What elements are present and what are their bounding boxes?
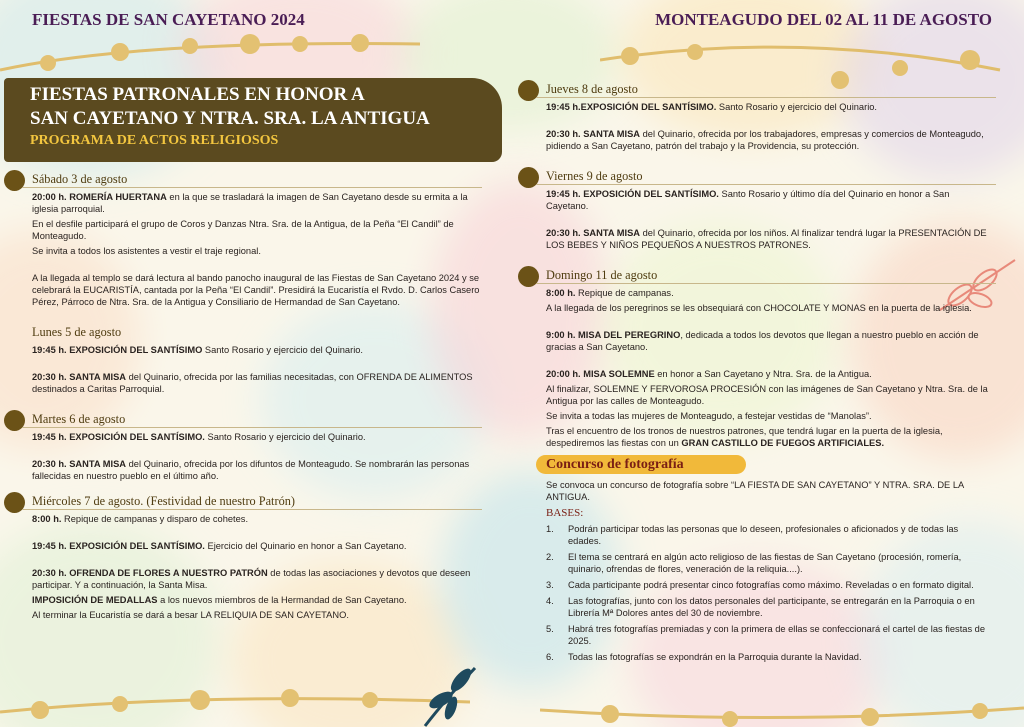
bases-item xyxy=(546,579,991,591)
banner-line-2: SAN CAYETANO Y NTRA. SRA. LA ANTIGUA xyxy=(30,108,430,129)
event-text xyxy=(546,329,991,353)
event-text xyxy=(32,513,480,525)
event-desc: , dedicada a todos los devotos que llegan a nuestro pueblo en acción de gracias a San Cayetano. xyxy=(546,330,979,352)
event-text xyxy=(32,431,480,443)
event-highlight: IMPOSICIÓN DE MEDALLAS xyxy=(32,595,158,605)
event-time: 19:45 h. EXPOSICIÓN DEL SANTÍSIMO xyxy=(32,345,203,355)
bases-item-text: Habrá tres fotografías premiadas y con la primera de ellas se confeccionará el cartel de las fiestas de 2025. xyxy=(568,624,986,646)
bases-item-text: El tema se centrará en algún acto religioso de las fiestas de San Cayetano (procesión, romería, quinario, ofrendas de flores, veneración de la reliquia....). xyxy=(568,552,962,574)
bases-item xyxy=(546,595,991,619)
day-title: Martes 6 de agosto xyxy=(32,412,126,426)
day-heading-jueves xyxy=(546,80,991,98)
day-title: Jueves 8 de agosto xyxy=(546,82,638,96)
day-heading-lunes xyxy=(32,323,480,341)
banner-subtitle: PROGRAMA DE ACTOS RELIGIOSOS xyxy=(30,133,279,148)
bases-item-text: Las fotografías, junto con los datos personales del participante, se entregarán en la Parroquia o en Librería Mª Dolores antes del 30 de noviembre. xyxy=(568,596,975,618)
event-desc: a los nuevos miembros de la Hermandad de San Cayetano. xyxy=(157,595,407,605)
bases-item-number: 4. xyxy=(546,596,554,606)
day-title: Viernes 9 de agosto xyxy=(546,169,643,183)
bases-item-number: 3. xyxy=(546,580,554,590)
event-text xyxy=(32,344,480,356)
event-time: 9:00 h. MISA DEL PEREGRINO xyxy=(546,330,681,340)
event-text: En el desfile participará el grupo de Coros y Danzas Ntra. Sra. de la Antigua, de la Peña “El Candil” de Monteagudo. xyxy=(32,219,454,241)
event-desc: de todas las asociaciones y devotos que deseen participar. Y a continuación, la Santa Misa. xyxy=(32,568,471,590)
event-time: 20:30 h. SANTA MISA xyxy=(546,129,641,139)
event-time: 20:00 h. MISA SOLEMNE xyxy=(546,369,655,379)
event-text: Al terminar la Eucaristía se dará a besar LA RELIQUIA DE SAN CAYETANO. xyxy=(32,610,349,620)
day-heading-miercoles xyxy=(32,492,480,510)
header-right-title: MONTEAGUDO DEL 02 AL 11 DE AGOSTO xyxy=(655,10,992,29)
event-text xyxy=(546,101,991,113)
event-text xyxy=(546,425,991,449)
event-desc: Repique de campanas. xyxy=(575,288,674,298)
bases-item-text: Podrán participar todas las personas que lo deseen, profesionales o aficionados y de todas las edades. xyxy=(568,524,959,546)
event-text xyxy=(32,371,480,395)
event-desc: Santo Rosario y ejercicio del Quinario. xyxy=(716,102,878,112)
day-heading-domingo xyxy=(546,266,991,284)
photo-contest-title: Concurso de fotografía xyxy=(546,457,684,472)
bases-list xyxy=(546,523,991,663)
event-time: 20:30 h. OFRENDA DE FLORES A NUESTRO PATRÓN xyxy=(32,568,268,578)
event-desc: Santo Rosario y ejercicio del Quinario. xyxy=(204,432,366,442)
bases-item xyxy=(546,523,991,547)
day-title: Sábado 3 de agosto xyxy=(32,172,128,186)
bases-item-text: Todas las fotografías se expondrán en la Parroquia durante la Navidad. xyxy=(568,652,862,662)
day-title: Lunes 5 de agosto xyxy=(32,325,122,339)
event-text xyxy=(546,128,991,152)
event-text: Se invita a todos los asistentes a vestir el traje regional. xyxy=(32,246,261,256)
day-heading-viernes xyxy=(546,167,991,185)
event-text xyxy=(32,594,480,606)
event-text xyxy=(546,227,991,251)
event-text xyxy=(32,191,480,215)
day-heading-martes xyxy=(32,410,480,428)
contest-intro: Se convoca un concurso de fotografía sobre “LA FIESTA DE SAN CAYETANO” Y NTRA. SRA. DE LA ANTIGUA. xyxy=(546,480,964,502)
banner-line-1: FIESTAS PATRONALES EN HONOR A xyxy=(30,84,365,105)
event-time: 19:45 h. EXPOSICIÓN DEL SANTÍSIMO. xyxy=(32,432,205,442)
event-desc: del Quinario, ofrecida por las familias necesitadas, con OFRENDA DE ALIMENTOS destinados a Caritas Parroquial. xyxy=(32,372,473,394)
left-column xyxy=(32,170,480,624)
event-text xyxy=(32,540,480,552)
day-heading-sabado xyxy=(32,170,480,188)
event-time: 20:00 h. ROMERÍA HUERTANA xyxy=(32,192,167,202)
event-time: 19:45 h. EXPOSICIÓN DEL SANTÍSIMO. xyxy=(32,541,205,551)
bases-item xyxy=(546,623,991,647)
event-time: 20:30 h. SANTA MISA xyxy=(546,228,641,238)
event-desc: Santo Rosario y ejercicio del Quinario. xyxy=(202,345,364,355)
leaf-branch-icon xyxy=(415,660,485,727)
bead-garland-top-left xyxy=(0,30,420,80)
day-title: Miércoles 7 de agosto. (Festividad de nuestro Patrón) xyxy=(32,494,295,508)
event-desc: Tras el encuentro de los tronos de nuestros patrones, que tendrá lugar en la puerta de la iglesia, despediremos las fiestas con un xyxy=(546,426,943,448)
bases-item-number: 6. xyxy=(546,652,554,662)
event-highlight: GRAN CASTILLO DE FUEGOS ARTIFICIALES. xyxy=(681,438,885,448)
event-desc: Repique de campanas y disparo de cohetes. xyxy=(61,514,249,524)
event-desc: en honor a San Cayetano y Ntra. Sra. de la Antigua. xyxy=(654,369,872,379)
event-text xyxy=(546,287,991,299)
bases-item-number: 5. xyxy=(546,624,554,634)
event-time: 8:00 h. xyxy=(546,288,576,298)
event-time: 19:45 h. EXPOSICIÓN DEL SANTÍSIMO. xyxy=(546,189,719,199)
event-time: 19:45 h.EXPOSICIÓN DEL SANTÍSIMO. xyxy=(546,102,717,112)
event-time: 20:30 h. SANTA MISA xyxy=(32,372,127,382)
photo-contest-heading xyxy=(546,455,991,475)
event-text xyxy=(32,458,480,482)
day-title: Domingo 11 de agosto xyxy=(546,268,658,282)
header-left-title: FIESTAS DE SAN CAYETANO 2024 xyxy=(32,10,305,29)
bead-garland-bottom-left xyxy=(0,672,470,727)
bases-label: BASES: xyxy=(546,507,584,519)
bases-item-number: 2. xyxy=(546,552,554,562)
event-desc: en la que se trasladará la imagen de San Cayetano desde su ermita a la iglesia parroquial. xyxy=(32,192,468,214)
bases-item xyxy=(546,551,991,575)
bases-item xyxy=(546,651,991,663)
event-desc: Ejercicio del Quinario en honor a San Cayetano. xyxy=(204,541,407,551)
program-banner xyxy=(4,78,502,162)
event-time: 8:00 h. xyxy=(32,514,62,524)
event-text xyxy=(32,567,480,591)
event-desc: del Quinario, ofrecida por los niños. Al finalizar tendrá lugar la PRESENTACIÓN DE LOS BEBES Y NIÑOS PEQUEÑOS A NUESTROS PATRONES. xyxy=(546,228,987,250)
event-desc: del Quinario, ofrecida por los trabajadores, empresas y comercios de Monteagudo, pidiendo a San Cayetano, patrón del trabajo y la Providencia, su protección. xyxy=(546,129,984,151)
right-column xyxy=(546,80,991,667)
event-text: A la llegada de los peregrinos se les obsequiará con CHOCOLATE Y MONAS en la puerta de la iglesia. xyxy=(546,303,972,313)
event-desc: Santo Rosario y último día del Quinario en honor a San Cayetano. xyxy=(546,189,950,211)
bases-item-text: Cada participante podrá presentar cinco fotografías como máximo. Reveladas o en formato digital. xyxy=(568,580,974,590)
event-time: 20:30 h. SANTA MISA xyxy=(32,459,127,469)
event-desc: del Quinario, ofrecida por los difuntos de Monteagudo. Se nombrarán las personas fallecidas en nuestro pueblo en el último año. xyxy=(32,459,470,481)
bases-item-number: 1. xyxy=(546,524,554,534)
event-text: Al finalizar, SOLEMNE Y FERVOROSA PROCESIÓN con las imágenes de San Cayetano y Ntra. Sra. de la Antigua por las calles de Monteagudo. xyxy=(546,384,988,406)
event-text: A la llegada al templo se dará lectura al bando panocho inaugural de las Fiestas de San Cayetano 2024 y se celebrará la EUCARISTÍA, cantada por la Peña “El Candil”. Presidirá la Eucaristía el Rvdo. D. Carlos Casero Pérez, Párroco de Ntra. Sra. de la Antigua y Consiliario de Hermandad de San Cayetano. xyxy=(32,273,480,307)
event-text xyxy=(546,368,991,380)
event-text xyxy=(546,188,991,212)
event-text: Se invita a todas las mujeres de Monteagudo, a festejar vestidas de “Manolas”. xyxy=(546,411,872,421)
bead-garland-bottom-right xyxy=(540,690,1024,727)
